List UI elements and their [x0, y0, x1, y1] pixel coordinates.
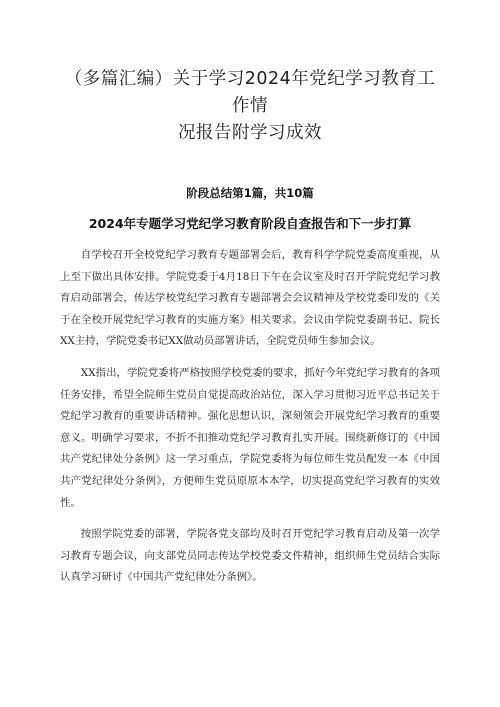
paragraph-2: XX指出，学院党委将严格按照学校党委的要求，抓好今年党纪学习教育的各项任务安排，希望全院师生党员自觉提高政治站位，深入学习贯彻习近平总书记关于党纪学习教育的重要讲话精神。强化思想认识，深刻领会开展党纪学习教育的重要意义。明确学习要求，不折不扣推动党纪学习教育扎实开展。围绕新修订的《中国共产党纪律处分条例》这一学习重点，学院党委将为每位师生党员配发一本《中国共产党纪律处分条例》，方便师生党员原原本本学，切实提高党纪学习教育的实效性。: [60, 366, 440, 509]
document-title-line-1: （多篇汇编）关于学习2024年党纪学习教育工作情: [64, 69, 436, 116]
section-title: 2024年专题学习党纪学习教育阶段自查报告和下一步打算: [88, 216, 412, 231]
paragraph-1: 自学校召开全校党纪学习教育专题部署会后，教育科学学院党委高度重视，从上至下做出具体安排。学院党委于4月18日下午在会议室及时召开学院党纪学习教育启动部署会，传达学校党纪学习教育专题部署会会议精神及学校党委印发的《关于在全校开展党纪学习教育的实施方案》相关要求。会议由学院党委副书记、院长XX主持，学院党委书记XX做动员部署讲话，全院党员师生参加会议。: [60, 249, 440, 348]
document-title: [60, 66, 440, 147]
document-title-line-2: 况报告附学习成效: [178, 123, 322, 143]
summary-line: 阶段总结第1篇，共10篇: [186, 186, 314, 200]
paragraph-3: 按照学院党委的部署，学院各党支部均及时召开党纪学习教育启动及第一次学习教育专题会议，向支部党员同志传达学校党委文件精神，组织师生党员结合实际认真学习研讨《中国共产党纪律处分条例》。: [60, 528, 440, 584]
